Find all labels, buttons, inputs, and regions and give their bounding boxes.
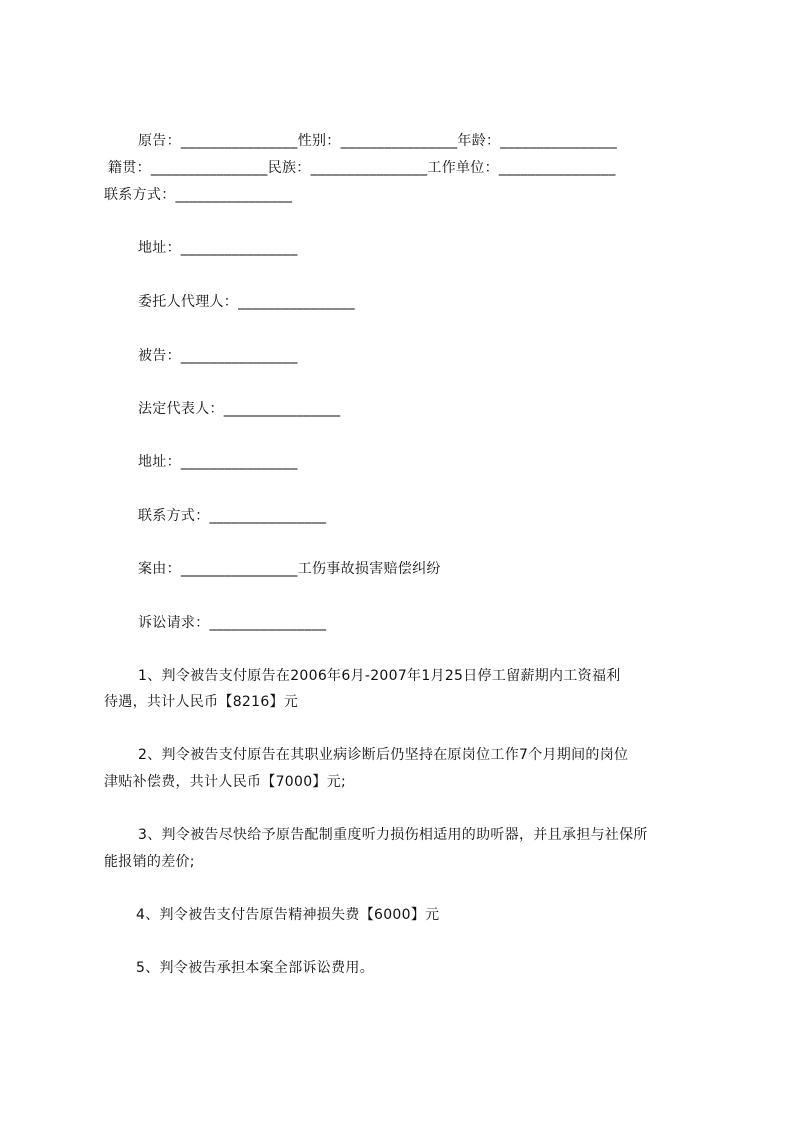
claims-heading-field: 诉讼请求：________________ (138, 615, 327, 631)
claim-2-line-2: 津贴补偿费，共计人民币【7000】元; (104, 774, 347, 790)
claim-2-line-1: 2、判令被告支付原告在其职业病诊断后仍坚持在原岗位工作7个月期间的岗位 (138, 747, 629, 763)
defendant-field: 被告：________________ (138, 348, 298, 364)
defendant-contact-field: 联系方式：________________ (138, 508, 327, 524)
contact-line: 联系方式：________________ (104, 187, 293, 203)
claim-3-line-2: 能报销的差价; (104, 854, 195, 870)
claim-1-line-2: 待遇，共计人民币【8216】元 (104, 694, 299, 710)
claim-4-line-1: 4、判令被告支付告原告精神损失费【6000】元 (136, 907, 440, 923)
claim-5-line-1: 5、判令被告承担本案全部诉讼费用。 (136, 960, 375, 976)
defendant-address-field: 地址：________________ (138, 454, 298, 470)
legal-representative-field: 法定代表人：________________ (138, 401, 341, 417)
plaintiff-line: 原告：________________性别：________________年龄：________________ (138, 133, 618, 149)
address-field: 地址：________________ (138, 240, 298, 256)
claim-3-line-1: 3、判令被告尽快给予原告配制重度听力损伤相适用的助听器，并且承担与社保所 (138, 827, 648, 843)
cause-of-action-field: 案由：________________工伤事故损害赔偿纠纷 (138, 561, 441, 577)
claim-1-line-1: 1、判令被告支付原告在2006年6月-2007年1月25日停工留薪期内工资福利 (138, 668, 621, 684)
origin-line: 籍贯：________________民族：________________工作单位：________________ (108, 160, 616, 176)
agent-field: 委托人代理人：________________ (138, 294, 355, 310)
